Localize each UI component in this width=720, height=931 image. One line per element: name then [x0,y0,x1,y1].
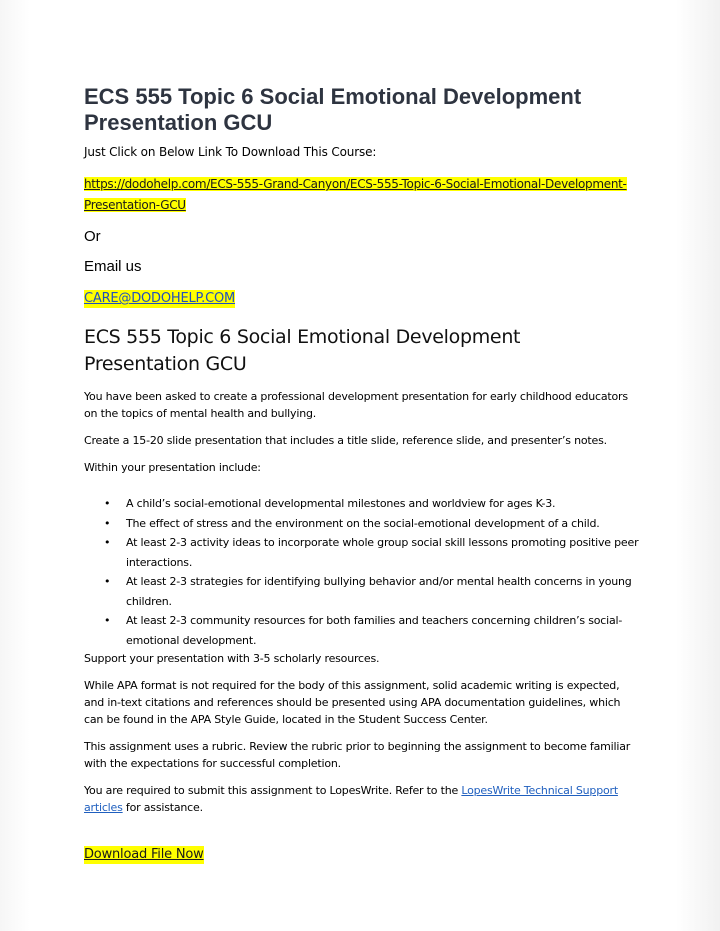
page-edge-left [0,0,30,931]
paragraph-2: Create a 15-20 slide presentation that includes a title slide, reference slide, and presenter’s notes. [84,434,607,447]
lopeswrite-support-link[interactable]: LopesWrite Technical Support articles [84,784,618,814]
or-text: Or [84,228,101,245]
download-file-button[interactable]: Download File Now [84,847,204,862]
paragraph-7 [84,782,640,816]
intro-text: Just Click on Below Link To Download This Course: [84,145,377,159]
bullet-icon: • [104,497,111,510]
list-item-text: A child’s social-emotional developmental milestones and worldview for ages K-3. [126,497,556,510]
bullet-icon: • [104,575,111,588]
list-item-text: At least 2-3 community resources for both families and teachers concerning children’s social-emotional development. [126,614,623,647]
list-item [84,572,640,611]
page-edge-right [676,0,720,931]
bullet-icon: • [104,516,111,530]
requirements-list [84,494,640,650]
paragraph-7-text-end: for assistance. [122,801,203,814]
course-link-text[interactable]: https://dodohelp.com/ECS-555-Grand-Canyon/ECS-555-Topic-6-Social-Emotional-Development-Presentation-GCU [84,177,627,212]
paragraph-3: Within your presentation include: [84,461,261,474]
list-item-text: The effect of stress and the environment on the social-emotional development of a child. [126,516,600,530]
list-item [84,611,640,650]
paragraph-1: You have been asked to create a professional development presentation for early childhood educators on the topics of mental health and bullying. [84,390,628,420]
paragraph-7-text-start: You are required to submit this assignment to LopesWrite. Refer to the [84,784,462,797]
email-link[interactable]: CARE@DODOHELP.COM [84,291,236,306]
list-item [84,533,640,572]
paragraph-4: Support your presentation with 3-5 scholarly resources. [84,652,380,665]
document-body [84,84,640,864]
list-item-text: At least 2-3 activity ideas to incorporate whole group social skill lessons promoting positive peer interactions. [126,536,639,569]
document-title: ECS 555 Topic 6 Social Emotional Development Presentation GCU [84,84,582,135]
paragraph-6: This assignment uses a rubric. Review the rubric prior to beginning the assignment to become familiar with the expectations for successful completion. [84,740,631,770]
section-heading: ECS 555 Topic 6 Social Emotional Development Presentation GCU [84,326,521,375]
list-item [84,514,640,534]
bullet-icon: • [104,536,111,549]
email-label: Email us [84,258,142,275]
bullet-icon: • [104,614,111,627]
list-item-text: At least 2-3 strategies for identifying bullying behavior and/or mental health concerns in young children. [126,575,632,608]
course-download-link[interactable] [84,174,640,216]
paragraph-5: While APA format is not required for the body of this assignment, solid academic writing is expected, and in-text citations and references should be presented using APA documentation guidelines, which can be found in the APA Style Guide, located in the Student Success Center. [84,679,621,726]
list-item [84,494,640,514]
